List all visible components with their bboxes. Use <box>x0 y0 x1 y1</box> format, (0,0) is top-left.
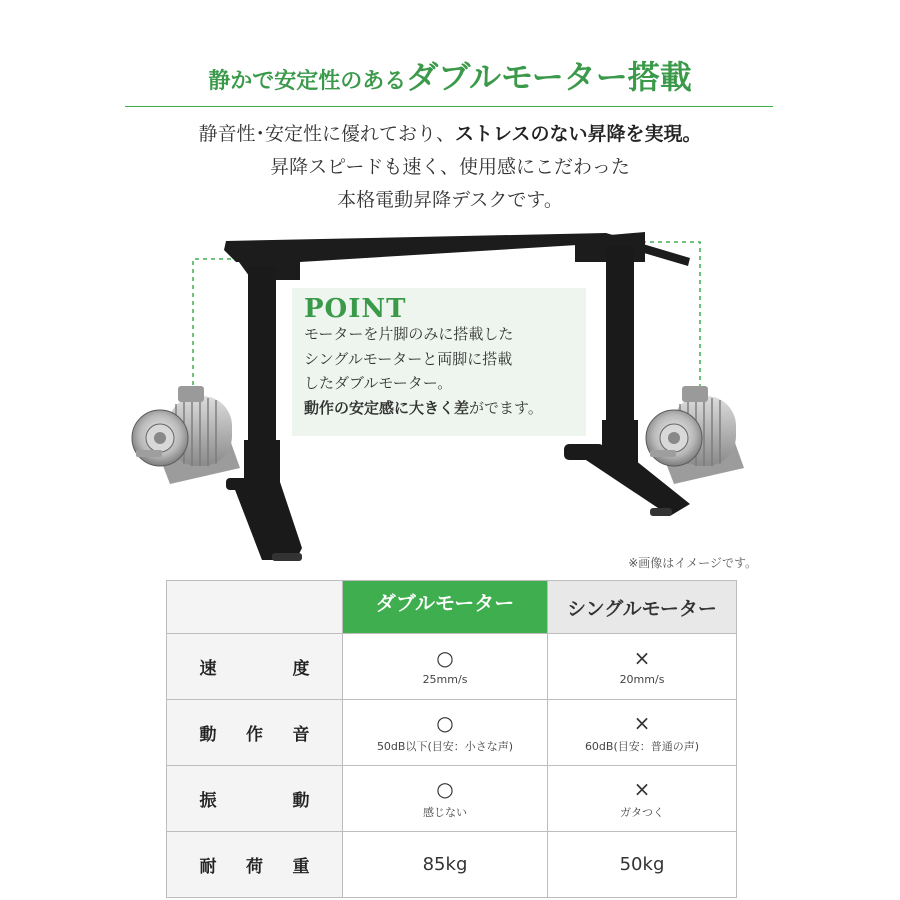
double-vibration-cell <box>343 766 548 832</box>
point-line-3: したダブルモーター。 <box>304 374 453 392</box>
double-vibration-value: 感じない <box>423 805 467 819</box>
point-line-4-strong: 動作の安定感に大きく差 <box>304 398 470 417</box>
header-empty-cell <box>167 581 343 634</box>
intro-line-1b: ストレスのない昇降を実現。 <box>455 123 702 145</box>
point-callout <box>292 288 586 436</box>
left-motor-image <box>132 386 240 484</box>
table-header-row <box>167 581 737 634</box>
circle-mark: ○ <box>436 646 454 670</box>
double-speed-value: 25mm/s <box>422 673 468 686</box>
title-divider <box>125 106 773 107</box>
single-noise-cell <box>548 700 737 766</box>
single-vibration-cell <box>548 766 737 832</box>
point-line-4 <box>304 396 584 421</box>
cross-mark: × <box>633 646 651 670</box>
intro-text <box>0 118 900 217</box>
table-row <box>167 766 737 832</box>
row-label-vibration: 振動 <box>167 766 343 832</box>
right-motor-image <box>646 386 744 484</box>
single-speed-cell <box>548 634 737 700</box>
intro-line-3: 本格電動昇降デスクです。 <box>337 189 563 211</box>
intro-line-1a: 静音性･安定性に優れており、 <box>198 123 456 145</box>
cross-mark: × <box>633 710 651 735</box>
cross-mark: × <box>633 776 651 801</box>
intro-line-1 <box>0 118 900 151</box>
comparison-table <box>166 580 737 898</box>
row-label-load: 耐荷重 <box>167 832 343 898</box>
point-line-2: シングルモーターと両脚に搭載 <box>304 349 513 368</box>
left-leg <box>226 266 302 561</box>
single-vibration-value: ガタつく <box>620 805 664 819</box>
circle-mark: ○ <box>436 776 454 801</box>
single-load-value: 50kg <box>548 832 737 898</box>
header-single-motor: シングルモーター <box>548 581 737 634</box>
point-body <box>304 322 584 420</box>
row-label-noise: 動作音 <box>167 700 343 766</box>
circle-mark: ○ <box>436 710 454 735</box>
header-double-motor: ダブルモーター <box>343 581 548 634</box>
double-noise-cell <box>343 700 548 766</box>
point-heading: POINT <box>304 294 407 324</box>
row-label-speed: 速度 <box>167 634 343 700</box>
single-noise-value: 60dB(目安：普通の声) <box>584 739 700 753</box>
table-row <box>167 832 737 898</box>
double-speed-cell <box>343 634 548 700</box>
section-title <box>0 52 900 98</box>
table-row <box>167 634 737 700</box>
image-note: ※画像はイメージです。 <box>628 556 757 570</box>
single-speed-value: 20mm/s <box>619 673 665 686</box>
title-part-1: 静かで安定性のある <box>208 69 407 94</box>
table-row <box>167 700 737 766</box>
title-part-2: ダブルモーター搭載 <box>406 58 692 96</box>
double-noise-value: 50dB以下(目安：小さな声) <box>376 739 514 753</box>
point-line-4-rest: がでます。 <box>469 398 543 417</box>
intro-line-2: 昇降スピードも速く、使用感にこだわった <box>270 156 630 178</box>
point-line-1: モーターを片脚のみに搭載した <box>304 325 514 343</box>
double-load-value: 85kg <box>343 832 548 898</box>
